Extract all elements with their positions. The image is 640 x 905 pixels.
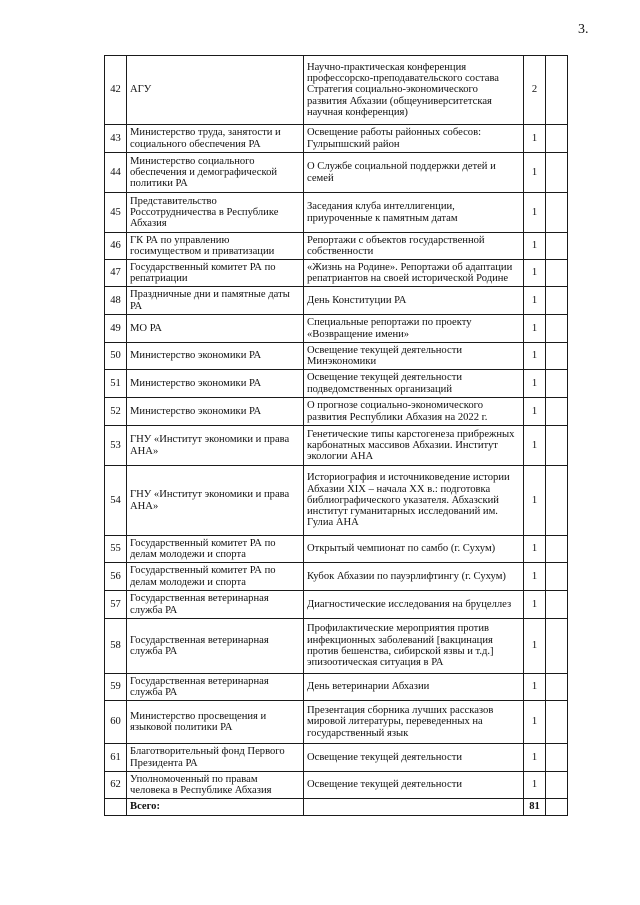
topic-cell: Освещение текущей деятельности Минэкономики: [304, 343, 524, 370]
topic-cell: Репортажи с объектов государственной собственности: [304, 233, 524, 260]
organization-cell: Государственный комитет РА по делам молодежи и спорта: [127, 536, 304, 563]
organization-cell: МО РА: [127, 315, 304, 343]
table-row: [105, 701, 568, 744]
row-number: 47: [105, 260, 127, 287]
organization-cell: ГК РА по управлению госимуществом и приватизации: [127, 233, 304, 260]
topic-cell: Историография и источниковедение истории Абхазии XIX – начала XX в.: подготовка библиографического указателя. Абхазский институт гуманитарных исследований им. Гулиа АНА: [304, 466, 524, 536]
topic-cell: О Службе социальной поддержки детей и семей: [304, 153, 524, 193]
empty-cell: [546, 56, 568, 125]
empty-cell: [546, 193, 568, 233]
count-cell: 1: [524, 591, 546, 619]
events-table: [104, 55, 568, 816]
table-row: [105, 260, 568, 287]
organization-cell: Государственная ветеринарная служба РА: [127, 619, 304, 674]
empty-cell: [546, 398, 568, 426]
page-number: 3.: [578, 22, 589, 37]
count-cell: 1: [524, 343, 546, 370]
table-row: [105, 674, 568, 701]
total-topic-cell: [304, 799, 524, 816]
count-cell: 1: [524, 674, 546, 701]
topic-cell: Открытый чемпионат по самбо (г. Сухум): [304, 536, 524, 563]
count-cell: 2: [524, 56, 546, 125]
count-cell: 1: [524, 536, 546, 563]
empty-cell: [546, 799, 568, 816]
empty-cell: [546, 315, 568, 343]
count-cell: 1: [524, 287, 546, 315]
count-cell: 1: [524, 260, 546, 287]
table-row: [105, 619, 568, 674]
empty-cell: [546, 426, 568, 466]
count-cell: 1: [524, 193, 546, 233]
topic-cell: Освещение текущей деятельности: [304, 772, 524, 799]
table-row: [105, 125, 568, 153]
topic-cell: День Конституции РА: [304, 287, 524, 315]
organization-cell: Министерство труда, занятости и социального обеспечения РА: [127, 125, 304, 153]
topic-cell: Заседания клуба интеллигенции, приуроченные к памятным датам: [304, 193, 524, 233]
count-cell: 1: [524, 619, 546, 674]
table-row: [105, 315, 568, 343]
organization-cell: Министерство экономики РА: [127, 398, 304, 426]
empty-cell: [546, 233, 568, 260]
count-cell: 1: [524, 233, 546, 260]
topic-cell: Освещение работы районных собесов: Гулрыпшский район: [304, 125, 524, 153]
total-label: Всего:: [127, 799, 304, 816]
table-row: [105, 591, 568, 619]
topic-cell: Кубок Абхазии по пауэрлифтингу (г. Сухум): [304, 563, 524, 591]
count-cell: 1: [524, 744, 546, 772]
organization-cell: Государственный комитет РА по делам молодежи и спорта: [127, 563, 304, 591]
empty-cell: [546, 466, 568, 536]
count-cell: 1: [524, 315, 546, 343]
table-row: [105, 153, 568, 193]
topic-cell: Диагностические исследования на бруцеллез: [304, 591, 524, 619]
organization-cell: Государственная ветеринарная служба РА: [127, 591, 304, 619]
count-cell: 1: [524, 370, 546, 398]
row-number: 60: [105, 701, 127, 744]
topic-cell: Научно-практическая конференция профессорско-преподавательского состава Стратегия социально-экономического развития Абхазии (общеуниверситетская научная конференция): [304, 56, 524, 125]
empty-cell: [546, 701, 568, 744]
empty-cell: [546, 153, 568, 193]
organization-cell: Министерство экономики РА: [127, 343, 304, 370]
row-number: 45: [105, 193, 127, 233]
table-row: [105, 343, 568, 370]
row-number: 54: [105, 466, 127, 536]
row-number: 43: [105, 125, 127, 153]
empty-cell: [546, 536, 568, 563]
row-number: 51: [105, 370, 127, 398]
count-cell: 1: [524, 466, 546, 536]
topic-cell: Профилактические мероприятия против инфекционных заболеваний [вакцинация против бешенства, сибирской язвы и т.д.] эпизоотическая ситуация в РА: [304, 619, 524, 674]
row-number: 52: [105, 398, 127, 426]
empty-cell: [546, 343, 568, 370]
table-row: [105, 563, 568, 591]
row-number: 49: [105, 315, 127, 343]
organization-cell: Министерство социального обеспечения и демографической политики РА: [127, 153, 304, 193]
row-number: 42: [105, 56, 127, 125]
empty-cell: [546, 287, 568, 315]
topic-cell: Освещение текущей деятельности подведомственных организаций: [304, 370, 524, 398]
empty-cell: [546, 563, 568, 591]
organization-cell: АГУ: [127, 56, 304, 125]
table-row: [105, 426, 568, 466]
row-number: 62: [105, 772, 127, 799]
topic-cell: Освещение текущей деятельности: [304, 744, 524, 772]
total-row: [105, 799, 568, 816]
total-number-cell: [105, 799, 127, 816]
table-row: [105, 398, 568, 426]
organization-cell: Праздничные дни и памятные даты РА: [127, 287, 304, 315]
empty-cell: [546, 744, 568, 772]
table-row: [105, 744, 568, 772]
count-cell: 1: [524, 426, 546, 466]
table-row: [105, 287, 568, 315]
table-body: [105, 56, 568, 816]
empty-cell: [546, 370, 568, 398]
row-number: 55: [105, 536, 127, 563]
organization-cell: Государственный комитет РА по репатриации: [127, 260, 304, 287]
topic-cell: Специальные репортажи по проекту «Возвращение имени»: [304, 315, 524, 343]
empty-cell: [546, 674, 568, 701]
table-row: [105, 536, 568, 563]
organization-cell: Благотворительный фонд Первого Президента РА: [127, 744, 304, 772]
table-row: [105, 466, 568, 536]
table-row: [105, 193, 568, 233]
empty-cell: [546, 591, 568, 619]
table-row: [105, 370, 568, 398]
row-number: 57: [105, 591, 127, 619]
empty-cell: [546, 125, 568, 153]
count-cell: 1: [524, 125, 546, 153]
organization-cell: ГНУ «Институт экономики и права АНА»: [127, 466, 304, 536]
organization-cell: Министерство экономики РА: [127, 370, 304, 398]
count-cell: 1: [524, 772, 546, 799]
table-row: [105, 233, 568, 260]
organization-cell: ГНУ «Институт экономики и права АНА»: [127, 426, 304, 466]
organization-cell: Уполномоченный по правам человека в Республике Абхазия: [127, 772, 304, 799]
row-number: 46: [105, 233, 127, 260]
empty-cell: [546, 619, 568, 674]
table-row: [105, 56, 568, 125]
total-value: 81: [524, 799, 546, 816]
count-cell: 1: [524, 398, 546, 426]
count-cell: 1: [524, 153, 546, 193]
row-number: 48: [105, 287, 127, 315]
empty-cell: [546, 260, 568, 287]
topic-cell: День ветеринарии Абхазии: [304, 674, 524, 701]
row-number: 58: [105, 619, 127, 674]
empty-cell: [546, 772, 568, 799]
count-cell: 1: [524, 563, 546, 591]
organization-cell: Министерство просвещения и языковой политики РА: [127, 701, 304, 744]
topic-cell: Презентация сборника лучших рассказов мировой литературы, переведенных на государственный язык: [304, 701, 524, 744]
table-row: [105, 772, 568, 799]
row-number: 56: [105, 563, 127, 591]
row-number: 44: [105, 153, 127, 193]
topic-cell: «Жизнь на Родине». Репортажи об адаптации репатриантов на своей исторической Родине: [304, 260, 524, 287]
organization-cell: Представительство Россотрудничества в Республике Абхазия: [127, 193, 304, 233]
topic-cell: О прогнозе социально-экономического развития Республики Абхазия на 2022 г.: [304, 398, 524, 426]
row-number: 61: [105, 744, 127, 772]
topic-cell: Генетические типы карстогенеза прибрежных карбонатных массивов Абхазии. Институт экологии АНА: [304, 426, 524, 466]
row-number: 50: [105, 343, 127, 370]
row-number: 53: [105, 426, 127, 466]
row-number: 59: [105, 674, 127, 701]
count-cell: 1: [524, 701, 546, 744]
organization-cell: Государственная ветеринарная служба РА: [127, 674, 304, 701]
